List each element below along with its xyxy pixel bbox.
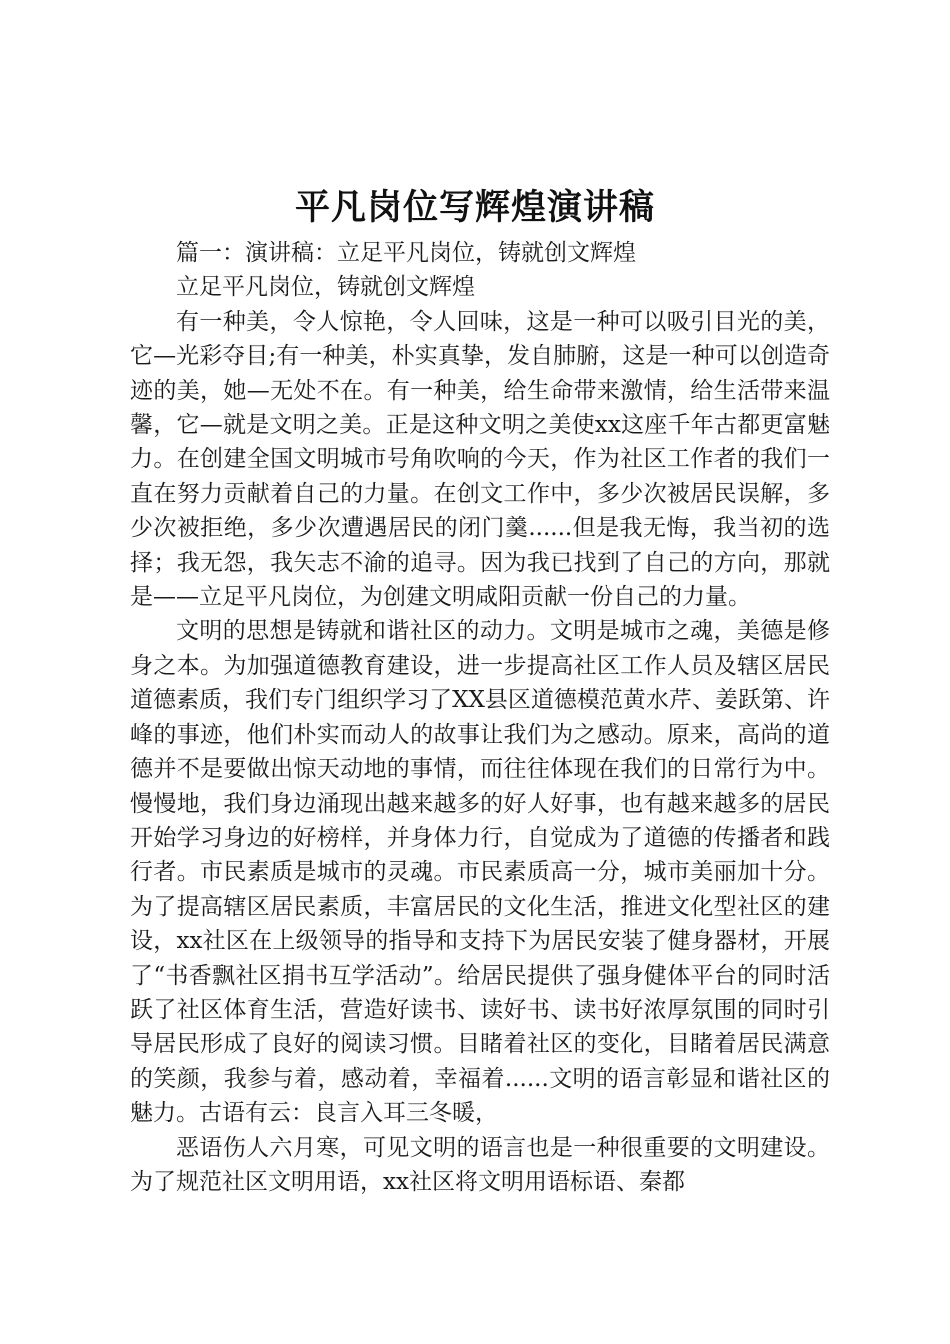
document-title: 平凡岗位写辉煌演讲稿: [294, 187, 655, 228]
document-body: [130, 236, 830, 1199]
paragraph-heading: 立足平凡岗位，铸就创文辉煌: [176, 274, 475, 301]
paragraph: 有一种美，令人惊艳，令人回味，这是一种可以吸引目光的美，它—光彩夺目;有一种美，朴实真挚，发自肺腑，这是一种可以创造奇迹的美，她—无处不在。有一种美，给生命带来激情，给生活带来温馨，它—就是文明之美。正是这种文明之美使xx这座千年古都更富魅力。在创建全国文明城市号角吹响的今天，作为社区工作者的我们一直在努力贡献着自己的力量。在创文工作中，多少次被居民误解，多少次被拒绝，多少次遭遇居民的闭门羹......但是我无悔，我当初的选择；我无怨，我矢志不渝的追寻。因为我已找到了自己的方向，那就是——立足平凡岗位，为创建文明咸阳贡献一份自己的力量。: [130, 308, 830, 611]
paragraph: 文明的思想是铸就和谐社区的动力。文明是城市之魂，美德是修身之本。为加强道德教育建设，进一步提高社区工作人员及辖区居民道德素质，我们专门组织学习了XX县区道德模范黄水芹、姜跃第、许峰的事迹，他们朴实而动人的故事让我们为之感动。原来，高尚的道德并不是要做出惊天动地的事情，而往往体现在我们的日常行为中。慢慢地，我们身边涌现出越来越多的好人好事，也有越来越多的居民开始学习身边的好榜样，并身体力行，自觉成为了道德的传播者和践行者。市民素质是城市的灵魂。市民素质高一分，城市美丽加十分。为了提高辖区居民素质，丰富居民的文化生活，推进文化型社区的建设，xx社区在上级领导的指导和支持下为居民安装了健身器材，开展了“书香飘社区捐书互学活动”。给居民提供了强身健体平台的同时活跃了社区体育生活，营造好读书、读好书、读书好浓厚氛围的同时引导居民形成了良好的阅读习惯。目睹着社区的变化，目睹着居民满意的笑颜，我参与着，感动着，幸福着......文明的语言彰显和谐社区的魅力。古语有云：良言入耳三冬暖，: [130, 618, 830, 1127]
paragraph: 恶语伤人六月寒，可见文明的语言也是一种很重要的文明建设。为了规范社区文明用语，xx社区将文明用语标语、秦都: [130, 1134, 830, 1195]
paragraph-subtitle: 篇一：演讲稿：立足平凡岗位，铸就创文辉煌: [176, 240, 636, 266]
